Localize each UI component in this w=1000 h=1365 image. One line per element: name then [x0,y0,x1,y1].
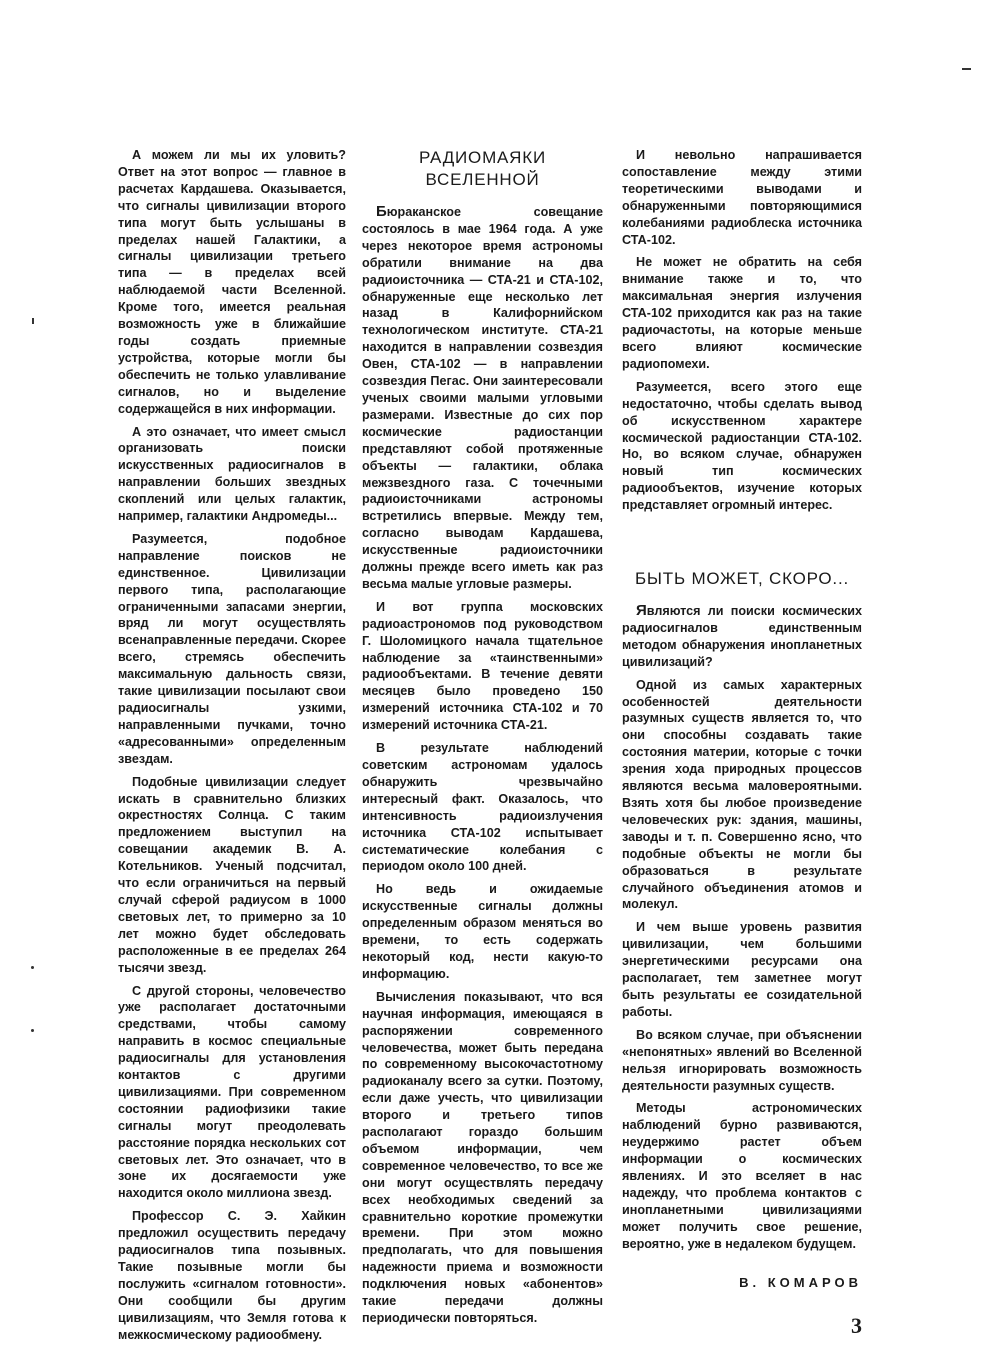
paragraph: Но ведь и ожидаемые искусственные сигналы должны определенным образом меняться во времени, то есть содержать некоторый код, нести какую-то информацию. [362,882,603,981]
article-column-2 [362,147,603,1333]
initial-letter: Я [636,602,647,620]
scan-mark [31,966,34,969]
paragraph: Подобные цивилизации следует искать в сравнительно близких окрестностях Солнца. С таким предложением выступил на совещании академик В. А. Котельников. Ученый подсчитал, что если ограничиться на первый случай сферой радиусом в 1000 световых лет, то примерно за 10 лет можно будет обследовать расположенные в ее пределах 264 тысячи звезд. [118,774,346,975]
article-column-1 [118,147,346,1350]
paragraph: В результате наблюдений советским астрономам удалось обнаружить чрезвычайно интересный факт. Оказалось, что интенсивность радиоизлучения источника СТА-102 испытывает систематические колебания с периодом около 100 дней. [362,741,603,874]
paragraph: Не может не обратить на себя внимание также и то, что максимальная энергия излучения СТА-102 приходится как раз на такие радиочастоты, на которые меньше всего влияют космические радиопомехи. [622,255,862,371]
paragraph: А можем ли мы их уловить? Ответ на этот вопрос — главное в расчетах Кардашева. Оказывается, что сигналы цивилизации второго типа могут быть услышаны в пределах нашей Галактики, а сигналы цивилизации третьего типа — в пределах всей наблюдаемой части Вселенной. Кроме того, имеется реальная возможность уже в ближайшие годы создать приемные устройства, которые могли бы обеспечить не только улавливание сигналов, но и выделение содержащейся в них информации. [118,148,346,416]
paragraph [622,603,862,671]
scan-mark [962,68,971,70]
page-number: 3 [851,1313,862,1339]
article-column-3 [622,147,862,1339]
initial-letter: Б [376,203,387,220]
paragraph-text: вляются ли поиски космических радиосигналов единственным методом обнаружения инопланетных цивилизаций? [622,604,862,669]
paragraph: Разумеется, всего этого еще недостаточно, чтобы сделать вывод об искусственном характере космической радиостанции СТА-102. Но, во всяком случае, обнаружен новый тип космических радиообъектов, изучение которых представляет огромный интерес. [622,379,862,513]
paragraph [362,204,603,593]
paragraph: Одной из самых характерных особенностей деятельности разумных существ является то, что они способны создавать такие состояния материи, которые с точки зрения хода природных процессов являются весьма маловероятными. Взять хотя бы любое произведение человеческих рук: здания, машины, заводы и т. п. Совершенно ясно, что подобные объекты не могли бы образоваться в результате случайного объединения атомов и молекул. [622,677,862,912]
paragraph: И вот группа московских радиоастрономов под руководством Г. Шоломицкого начала тщательное наблюдение за «таинственными» радиообъектами. В течение девяти месяцев было проведено 150 измерений источника СТА-102 и 70 измерений источника СТА-21. [362,599,603,733]
scan-mark [32,318,34,324]
paragraph: Методы астрономических наблюдений бурно развиваются, неудержимо растет объем информации о космических явлениях. И это вселяет в нас надежду, что проблема контактов с инопланетными цивилизациями может получить свое решение, вероятно, уже в недалеком будущем. [622,1101,862,1251]
paragraph: Разумеется, подобное направление поисков не единственное. Цивилизации первого типа, располагающие ограниченными запасами энергии, вряд ли могут осуществлять всенаправленные передачи. Скорее всего, стремясь обеспечить максимальную дальность связи, такие цивилизации посылают свои радиосигналы узкими, направленными пучками, точно «адресованными» определенным звездам. [118,531,346,766]
paragraph: А это означает, что имеет смысл организовать поиски искусственных радиосигналов в направлении больших звездных скоплений или целых галактик, например, галактики Андромеды... [118,424,346,524]
section-heading: РАДИОМАЯКИ ВСЕЛЕННОЙ [419,148,546,189]
paragraph-text: юраканское совещание состоялось в мае 1964 года. А уже через некоторое время астрономы обратили внимание на два радиоисточника — СТА-21 и СТА-102, обнаруженные еще несколько лет назад в Калифорнийском технологическом институте. СТА-21 находится в направлении созвездия Овен, СТА-102 — в направлении созвездия Пегас. Они заинтересовали ученых своими малыми угловыми размерами. Известные до сих пор космические радиостанции представляют собой протяженные объекты — галактики, облака межзвездного газа. С точечными радиоисточниками астрономы встретились впервые. Между тем, согласно выводам Кардашева, искусственные радиоисточники должны прежде всего иметь как раз весьма малые угловые размеры. [362,205,603,591]
scan-mark [31,1029,34,1032]
section-heading: БЫТЬ МОЖЕТ, СКОРО... [634,569,850,589]
paragraph: Профессор С. Э. Хайкин предложил осуществить передачу радиосигналов типа позывных. Такие позывные могли бы послужить «сигналом готовности». Они сообщили бы другим цивилизациям, что Земля готова к межкосмическому радиообмену. [118,1209,346,1342]
paragraph: И чем выше уровень развития цивилизации, чем большими энергетическими ресурсами она располагает, тем заметнее могут быть результаты ее созидательной работы. [622,920,862,1019]
section-spacer [622,520,862,568]
paragraph: Во всяком случае, при объяснении «непонятных» явлений во Вселенной нельзя игнорировать возможность деятельности разумных существ. [622,1027,862,1093]
paragraph: С другой стороны, человечество уже располагает достаточными средствами, чтобы самому направить в космос специальные радиосигналы для установления контактов с другими цивилизациями. При современном состоянии радиофизики такие сигналы могут преодолевать расстояние порядка нескольких сот световых лет. Это означает, что в зоне их досягаемости уже находится около миллиона звезд. [118,983,346,1201]
paragraph: Вычисления показывают, что вся научная информация, имеющаяся в распоряжении современного человечества, может быть передана по современному высокочастотному радиоканалу всего за сутки. Поэтому, если даже учесть, что цивилизации второго и третьего типов располагают гораздо большим объемом информации, чем современное человечество, то все же они могут осуществлять передачу всех необходимых сведений за сравнительно короткие промежутки времени. При этом можно предполагать, что для повышения надежности приема и возможности подключения новых «абонентов» такие передачи должны периодически повторяться. [362,989,603,1325]
paragraph: И невольно напрашивается сопоставление между этими теоретическими выводами и обнаруженными повторяющимися колебаниями радиоблеска источника СТА-102. [622,148,862,247]
author-signature: В. КОМАРОВ [739,1274,862,1290]
